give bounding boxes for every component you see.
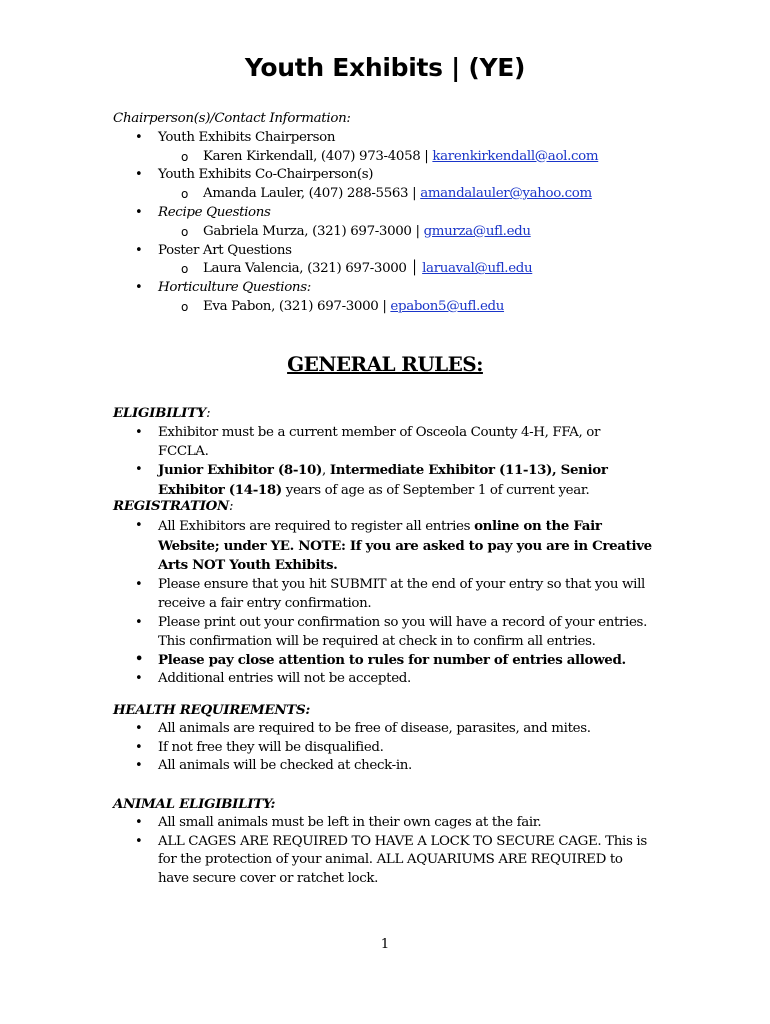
list-item: • Additional entries will not be accepted. xyxy=(113,670,653,689)
contact-role-text: Recipe Questions xyxy=(158,204,271,220)
registration-label-text: REGISTRATION xyxy=(113,498,229,514)
colon: : xyxy=(229,499,234,514)
contact-role xyxy=(113,242,653,261)
contact-role-text: Poster Art Questions xyxy=(158,242,292,258)
eligibility-label xyxy=(113,404,653,424)
contact-detail xyxy=(113,223,653,242)
list-item: • All animals are required to be free of disease, parasites, and mites. xyxy=(113,720,653,739)
contacts-list xyxy=(113,166,653,185)
health-list xyxy=(113,720,653,776)
contact-detail xyxy=(113,260,653,279)
contact-name: Eva Pabon, (321) 697-3000 | xyxy=(203,298,391,314)
contact-role-text: Youth Exhibits Co-Chairperson(s) xyxy=(158,167,374,183)
contact-role-text: Horticulture Questions: xyxy=(158,280,311,296)
list-item xyxy=(113,461,653,501)
contact-role xyxy=(113,129,653,148)
email-link[interactable]: epabon5@ufl.edu xyxy=(390,298,505,314)
circle-bullet-icon: o xyxy=(181,187,188,202)
contacts-label: Chairperson(s)/Contact Information: xyxy=(113,111,351,126)
email-link[interactable]: gmurza@ufl.edu xyxy=(423,223,531,239)
contact-detail xyxy=(113,148,653,167)
contact-role-text: Youth Exhibits Chairperson xyxy=(158,129,336,145)
list-item: • ALL CAGES ARE REQUIRED TO HAVE A LOCK TO SECURE CAGE. This is for the protection of your animal. ALL AQUARIUMS ARE REQUIRED to have secure cover or ratchet lock. xyxy=(113,833,653,889)
contact-detail xyxy=(113,185,653,204)
intermediate-senior-text: Intermediate Exhibitor (11-13), Senior Exhibitor (14-18) xyxy=(158,462,608,499)
eligibility-section xyxy=(113,404,653,501)
animal-eligibility-section xyxy=(113,795,653,889)
contact-name: Laura Valencia, (321) 697-3000 │ xyxy=(203,261,423,277)
contact-name: Gabriela Murza, (321) 697-3000 | xyxy=(203,223,424,239)
list-item: • All animals will be checked at check-in. xyxy=(113,757,653,776)
contact-name: Karen Kirkendall, (407) 973-4058 | xyxy=(203,148,433,164)
contact-role xyxy=(113,166,653,185)
circle-bullet-icon: o xyxy=(181,299,188,314)
list-item: • If not free they will be disqualified. xyxy=(113,739,653,758)
animal-eligibility-list xyxy=(113,814,653,889)
circle-bullet-icon: o xyxy=(181,262,188,277)
contacts-section xyxy=(113,110,653,317)
contact-detail xyxy=(113,298,653,317)
general-rules-heading: GENERAL RULES: xyxy=(287,352,483,376)
circle-bullet-icon: o xyxy=(181,149,188,164)
list-item: • Exhibitor must be a current member of Osceola County 4-H, FFA, or FCCLA. xyxy=(113,424,653,462)
registration-label xyxy=(113,497,653,517)
eligibility-list xyxy=(113,424,653,501)
contact-name: Amanda Lauler, (407) 288-5563 | xyxy=(203,186,421,202)
registration-section xyxy=(113,497,653,689)
separator: , xyxy=(321,463,330,479)
junior-exhibitor-text: Junior Exhibitor (8-10) xyxy=(158,462,322,479)
age-text: years of age as of September 1 of current year. xyxy=(281,483,590,499)
eligibility-label-text: ELIGIBILITY xyxy=(113,405,207,421)
list-item: • Please ensure that you hit SUBMIT at the end of your entry so that you will receive a fair entry confirmation. xyxy=(113,576,653,614)
list-item: • All small animals must be left in their own cages at the fair. xyxy=(113,814,653,833)
contacts-list xyxy=(113,204,653,223)
email-link[interactable]: amandalauler@yahoo.com xyxy=(420,186,592,202)
contacts-list xyxy=(113,279,653,298)
page-title: Youth Exhibits | (YE) xyxy=(244,53,526,82)
list-item: • Please pay close attention to rules for number of entries allowed. xyxy=(113,651,653,670)
registration-bold-text: online on the Fair Website; under YE. NOTE: If you are asked to pay you are in Creative Arts NOT Youth Exhibits. xyxy=(158,517,652,574)
list-item xyxy=(113,517,653,576)
circle-bullet-icon: o xyxy=(181,224,188,239)
registration-text: All Exhibitors are required to register all entries xyxy=(158,518,475,534)
contacts-list xyxy=(113,242,653,261)
page-number: 1 xyxy=(380,937,390,952)
list-item: • Please print out your confirmation so you will have a record of your entries. This confirmation will be required at check in to confirm all entries. xyxy=(113,614,653,652)
contacts-list xyxy=(113,129,653,148)
colon: : xyxy=(206,406,211,421)
registration-list xyxy=(113,517,653,689)
contact-role xyxy=(113,279,653,298)
email-link[interactable]: laruaval@ufl.edu xyxy=(422,261,533,277)
animal-eligibility-label: ANIMAL ELIGIBILITY: xyxy=(113,796,276,812)
health-label: HEALTH REQUIREMENTS: xyxy=(113,702,310,718)
health-section xyxy=(113,701,653,776)
contact-role xyxy=(113,204,653,223)
email-link[interactable]: karenkirkendall@aol.com xyxy=(432,148,599,164)
